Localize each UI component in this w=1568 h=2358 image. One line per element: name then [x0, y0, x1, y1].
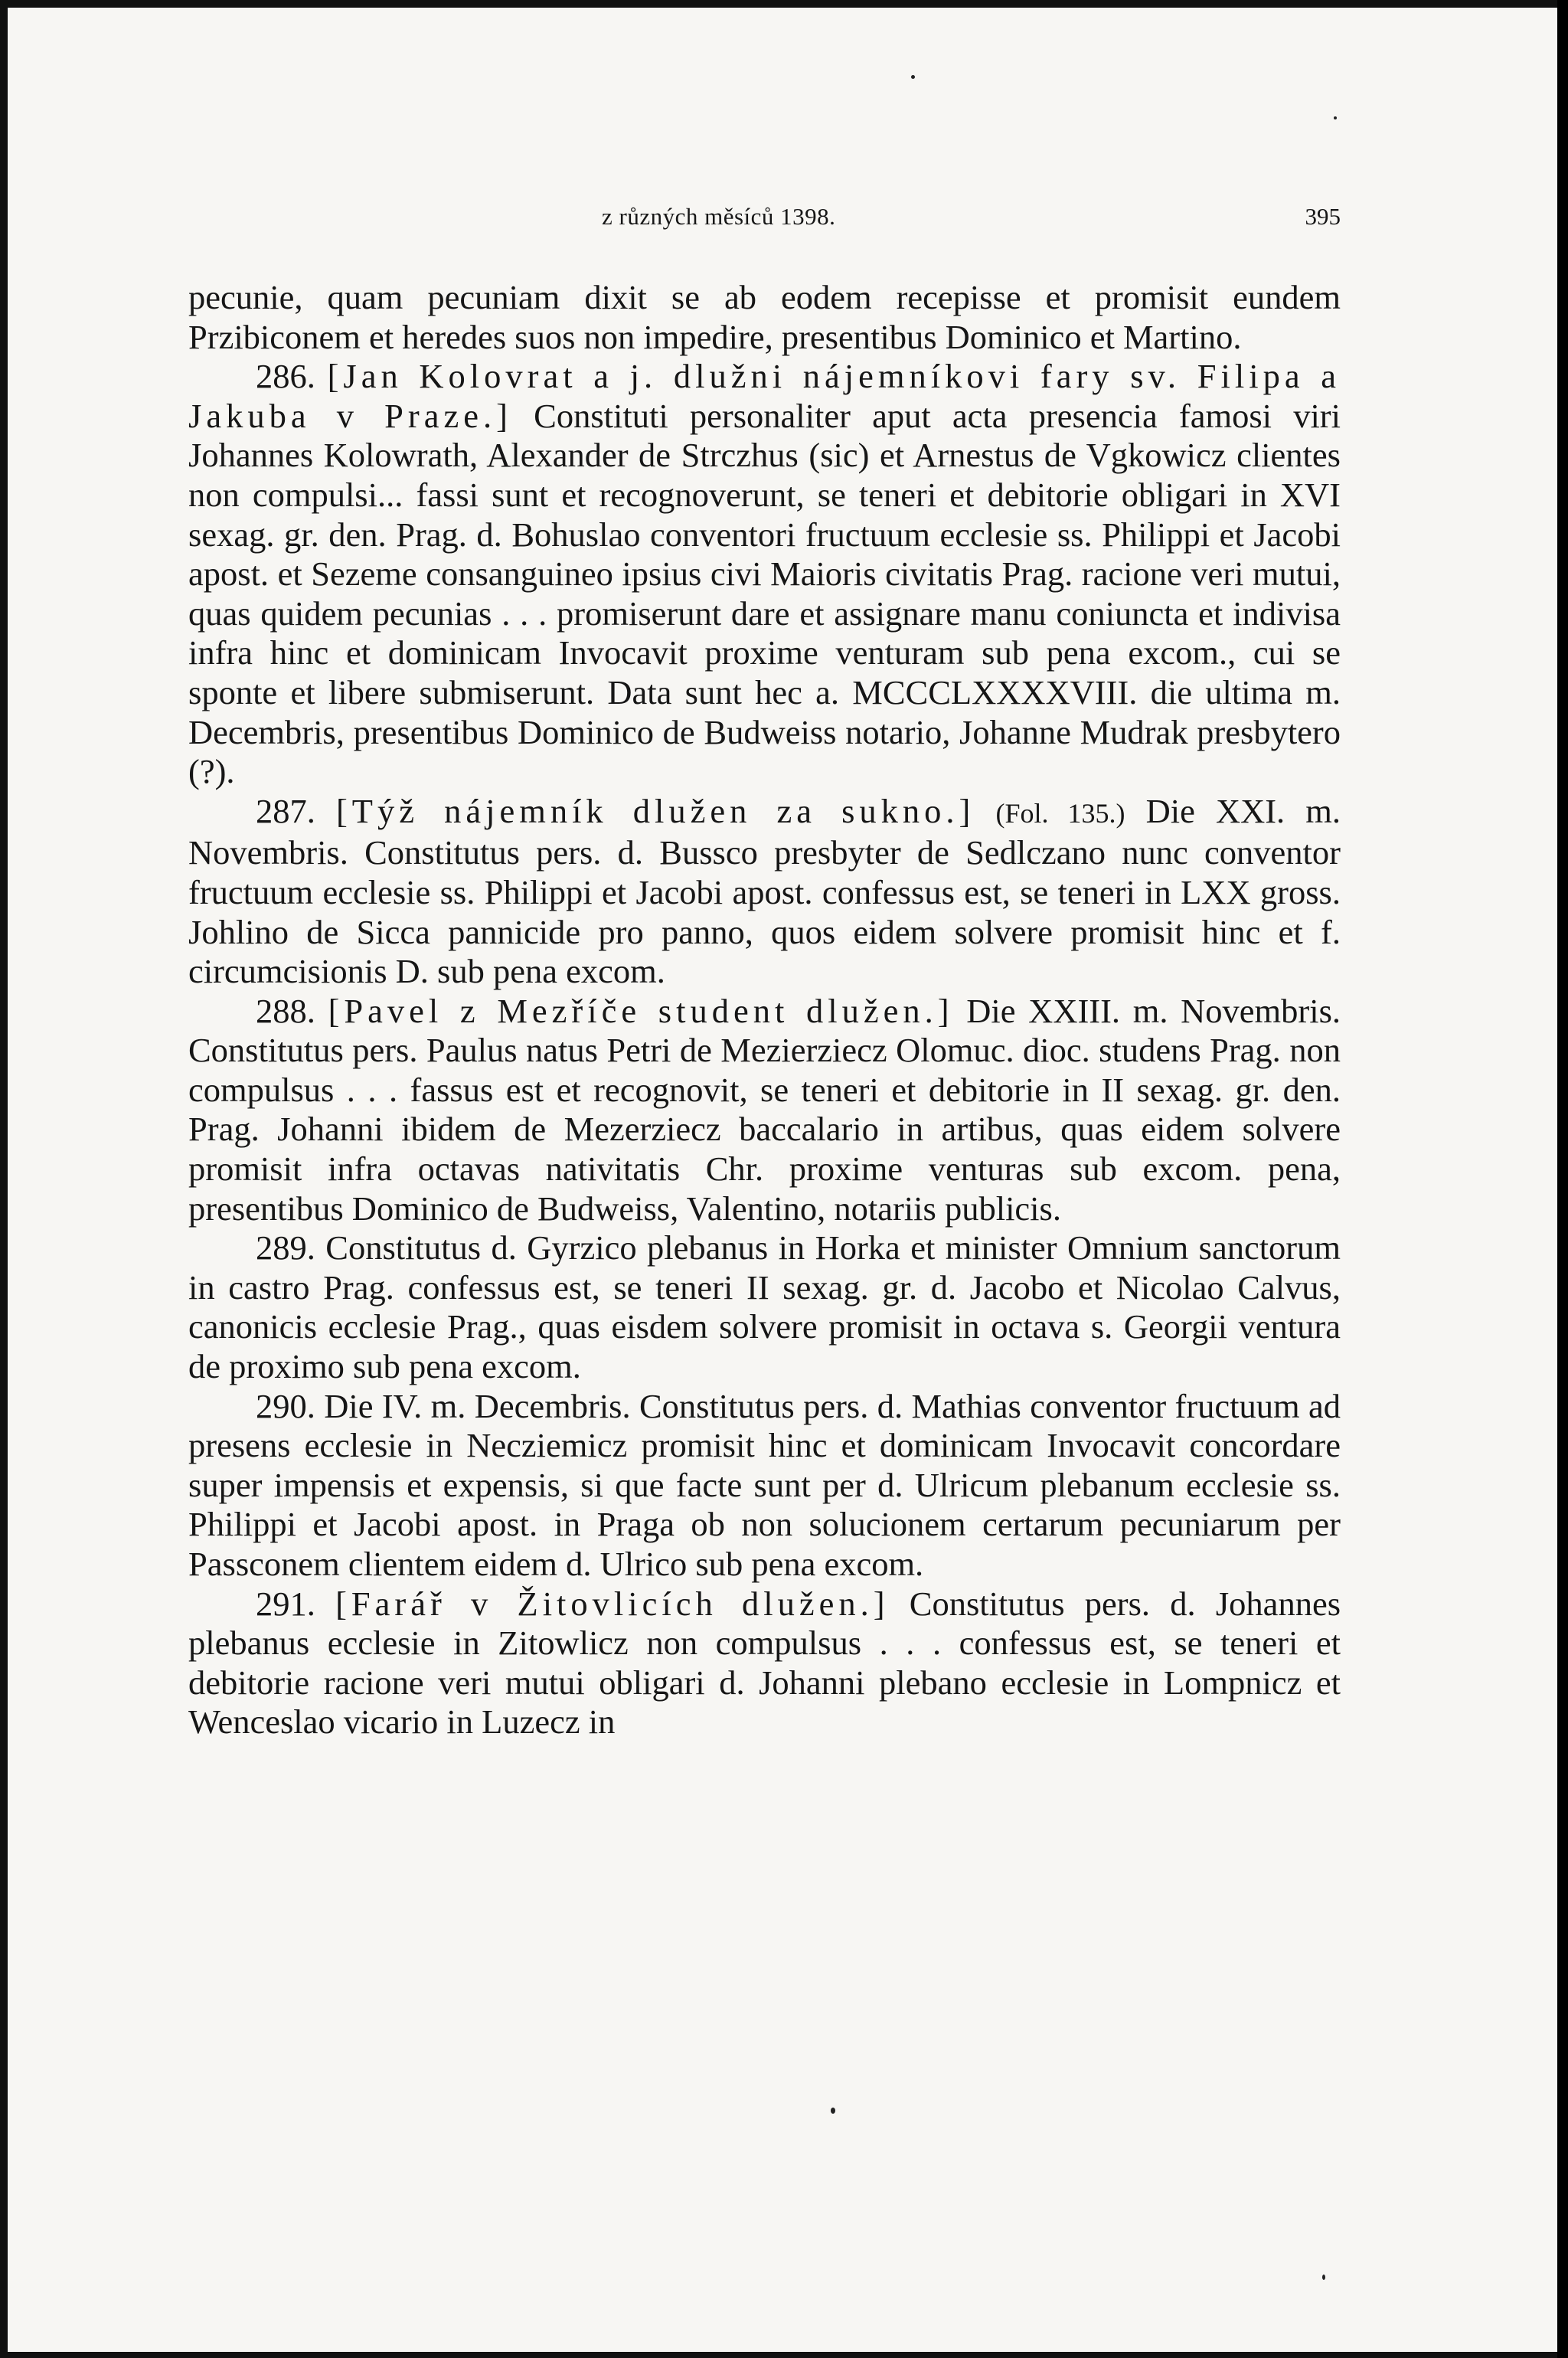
entry-text: Die XXIII. m. Novembris. Constitutus pers. Paulus natus Petri de Mezierziecz Olomuc. dioc. studens Prag. non compulsus . . . fassus est et recognovit, se teneri et debitorie in II sexag. gr. den. Prag. Johanni ibidem de Mezerziecz baccalario in artibus, quas eidem solvere promisit infra octavas nativitatis Chr. proxime venturas sub excom. pena, presentibus Dominico de Budweiss, Valentino, notariis publicis. — [188, 991, 1341, 1228]
entry-text: Die XXI. m. Novembris. Constitutus pers. d. Bussco presbyter de Sedlczano nunc conventor fructuum ecclesie ss. Philippi et Jacobi apost. confessus est, se teneri in LXX gross. Johlino de Sicca pannicide pro panno, quos eidem solvere promisit hinc et f. circumcisionis D. sub pena excom. — [188, 791, 1341, 991]
entry-287 — [188, 792, 1341, 992]
entry-number: 286. — [256, 357, 315, 396]
entry-number: 287. — [256, 791, 315, 830]
entry-heading: [Týž nájemník dlužen za sukno.] — [335, 791, 975, 830]
scan-speck — [911, 75, 915, 79]
folio-reference: (Fol. 135.) — [995, 797, 1125, 829]
entry-number: 291. — [256, 1584, 315, 1623]
entry-number: 289. — [256, 1228, 315, 1267]
scan-speck — [1322, 2275, 1325, 2280]
entry-number: 290. — [256, 1386, 315, 1425]
book-page — [188, 203, 1341, 1742]
entry-heading: [Jan Kolovrat a j. dlužni nájemníkovi fary sv. Filipa a Jakuba v Praze.] — [188, 357, 1341, 435]
entry-289 — [188, 1228, 1341, 1386]
entry-heading: [Pavel z Mezříče student dlužen.] — [328, 991, 954, 1030]
paragraph-continuation — [188, 278, 1341, 357]
running-title: z různých měsíců 1398. — [602, 203, 836, 230]
entry-number: 288. — [256, 991, 315, 1030]
entry-text: Die IV. m. Decembris. Constitutus pers. d. Mathias conventor fructuum ad presens ecclesie in Necziemicz promisit hinc et dominicam Invocavit concordare super impensis et expensis, si que facte sunt per d. Ulricum plebanum ecclesie ss. Philippi et Jacobi apost. in Praga ob non solucionem certarum pecuniarum per Passconem clientem eidem d. Ulrico sub pena excom. — [188, 1386, 1341, 1583]
scanned-page — [8, 8, 1557, 2352]
entry-290 — [188, 1387, 1341, 1585]
entry-text: Constitutus d. Gyrzico plebanus in Horka et minister Omnium sanctorum in castro Prag. confessus est, se teneri II sexag. gr. d. Jacobo et Nicolao Calvus, canonicis ecclesie Prag., quas eisdem solvere promisit in octava s. Georgii ventura de proximo sub pena excom. — [188, 1228, 1341, 1386]
scan-speck — [1334, 116, 1337, 119]
scan-edge — [1557, 0, 1568, 2358]
entry-288 — [188, 992, 1341, 1229]
entry-heading: [Farář v Žitovlicích dlužen.] — [335, 1584, 890, 1623]
entry-text: Constitutus pers. d. Johannes plebanus ecclesie in Zitowlicz non compulsus . . . confessus est, se teneri et debitorie racione veri mutui obligari d. Johanni plebano ecclesie in Lompnicz et Wenceslao vicario in Luzecz in — [188, 1584, 1341, 1742]
body-text — [188, 278, 1341, 1742]
scan-speck — [831, 2108, 835, 2114]
page-number: 395 — [1305, 203, 1341, 230]
entry-286 — [188, 357, 1341, 792]
entry-text: Constituti personaliter aput acta presencia famosi viri Johannes Kolowrath, Alexander de Strczhus (sic) et Arnestus de Vgkowicz clientes non compulsi... fassi sunt et recognoverunt, se teneri et debitorie obligari in XVI sexag. gr. den. Prag. d. Bohuslao conventori fructuum ecclesie ss. Philippi et Jacobi apost. et Sezeme consanguineo ipsius civi Maioris civitatis Prag. racione veri mutui, quas quidem pecunias . . . promiserunt dare et assignare manu coniuncta et indivisa infra hinc et dominicam Invocavit proxime venturam sub pena excom., cui se sponte et libere submiserunt. Data sunt hec a. MCCCLXXXXVIII. die ultima m. Decembris, presentibus Dominico de Budweiss notario, Johanne Mudrak presbytero (?). — [188, 396, 1341, 791]
entry-291 — [188, 1585, 1341, 1742]
paragraph-text: pecunie, quam pecuniam dixit se ab eodem recepisse et promisit eundem Przibiconem et heredes suos non impedire, presentibus Dominico et Martino. — [188, 278, 1341, 356]
running-head — [188, 203, 1341, 234]
